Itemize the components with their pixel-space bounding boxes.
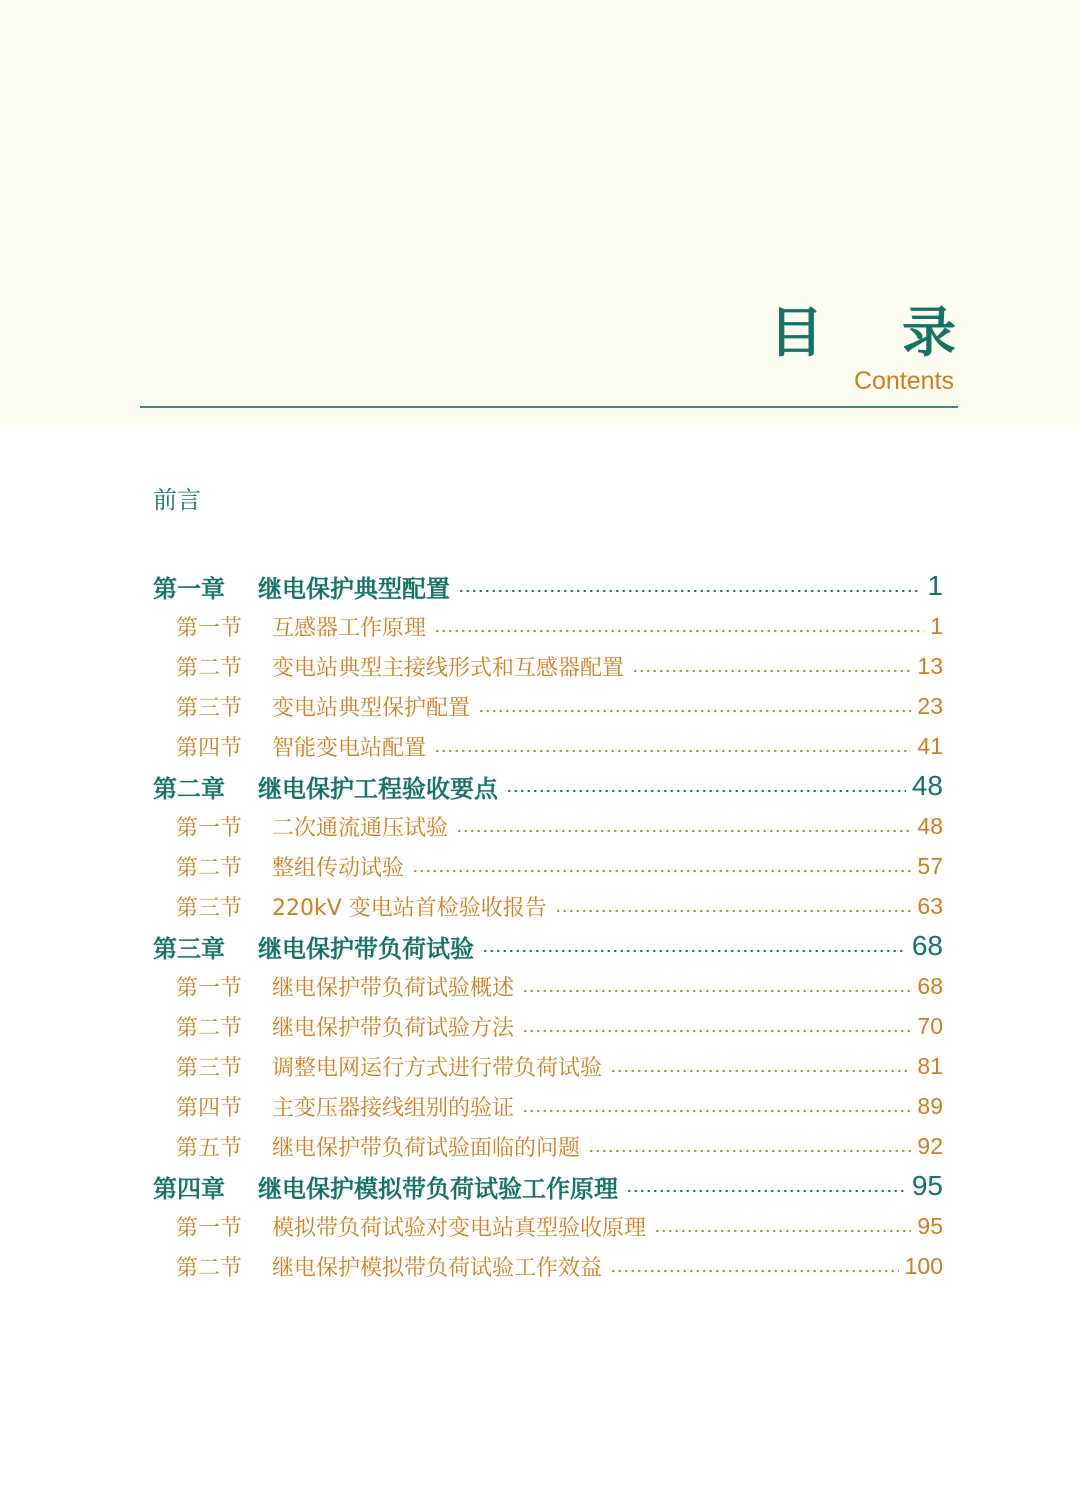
dot-leader <box>458 590 921 592</box>
toc-entry-number: 第三节 <box>176 695 243 721</box>
dot-leader <box>610 1070 911 1072</box>
toc-entry-title: 变电站典型保护配置 <box>272 695 471 721</box>
toc-entry-number: 第二节 <box>176 855 243 881</box>
toc-section-entry[interactable] <box>0 1126 943 1166</box>
toc-section-entry[interactable] <box>0 646 943 686</box>
toc-entry-page: 13 <box>917 652 943 679</box>
toc-entry-title: 整组传动试验 <box>272 855 405 881</box>
toc-section-entry[interactable] <box>0 1246 943 1286</box>
toc-entry-page: 92 <box>917 1132 943 1159</box>
title-divider <box>140 406 958 408</box>
toc-entry-number: 第三节 <box>176 1055 243 1081</box>
toc-section-entry[interactable] <box>0 726 943 766</box>
toc-entry-title: 继电保护典型配置 <box>258 574 450 603</box>
toc-entry-title: 变电站典型主接线形式和互感器配置 <box>272 655 625 681</box>
table-of-contents <box>0 566 1080 1286</box>
toc-entry-number: 第三节 <box>176 895 243 921</box>
toc-entry-title: 继电保护带负荷试验 <box>258 934 474 963</box>
dot-leader <box>522 1030 911 1032</box>
toc-entry-page: 81 <box>917 1052 943 1079</box>
toc-entry-title: 模拟带负荷试验对变电站真型验收原理 <box>272 1215 647 1241</box>
dot-leader <box>588 1150 911 1152</box>
dot-leader <box>610 1270 899 1272</box>
toc-entry-title: 继电保护模拟带负荷试验工作效益 <box>272 1255 603 1281</box>
toc-entry-number: 第四节 <box>176 1095 243 1121</box>
toc-section-entry[interactable] <box>0 686 943 726</box>
toc-entry-title: 智能变电站配置 <box>272 735 427 761</box>
toc-entry-title: 继电保护模拟带负荷试验工作原理 <box>258 1174 618 1203</box>
toc-entry-title: 继电保护带负荷试验面临的问题 <box>272 1135 581 1161</box>
toc-entry-title: 二次通流通压试验 <box>272 815 449 841</box>
toc-entry-number: 第一节 <box>176 815 243 841</box>
toc-section-entry[interactable] <box>0 1206 943 1246</box>
page-title: 目 录 <box>769 301 986 364</box>
toc-entry-page: 48 <box>911 770 943 801</box>
toc-entry-number: 第四章 <box>153 1174 225 1203</box>
toc-entry-number: 第一节 <box>176 975 243 1001</box>
toc-section-entry[interactable] <box>0 606 943 646</box>
dot-leader <box>522 990 911 992</box>
toc-entry-title: 继电保护工程验收要点 <box>258 774 498 803</box>
toc-section-entry[interactable] <box>0 886 943 926</box>
toc-entry-page: 23 <box>917 692 943 719</box>
toc-entry-title: 继电保护带负荷试验概述 <box>272 975 515 1001</box>
toc-entry-number: 第二节 <box>176 1015 243 1041</box>
toc-entry-number: 第三章 <box>153 934 225 963</box>
toc-entry-number: 第五节 <box>176 1135 243 1161</box>
dot-leader <box>555 910 912 912</box>
toc-entry-page: 68 <box>911 930 943 961</box>
toc-entry-page: 1 <box>930 612 943 639</box>
toc-entry-page: 48 <box>917 812 943 839</box>
toc-entry-page: 1 <box>927 570 943 601</box>
dot-leader <box>522 1110 911 1112</box>
toc-entry-page: 95 <box>911 1170 943 1201</box>
toc-entry-title: 220kV 变电站首检验收报告 <box>272 895 547 921</box>
dot-leader <box>482 950 906 952</box>
dot-leader <box>632 670 911 672</box>
toc-entry-number: 第一节 <box>176 615 243 641</box>
toc-entry-title: 互感器工作原理 <box>272 615 427 641</box>
dot-leader <box>412 870 911 872</box>
dot-leader <box>434 750 911 752</box>
toc-section-entry[interactable] <box>0 846 943 886</box>
toc-preface[interactable]: 前言 <box>153 486 201 514</box>
toc-entry-number: 第一节 <box>176 1215 243 1241</box>
toc-entry-page: 68 <box>917 972 943 999</box>
toc-entry-page: 70 <box>917 1012 943 1039</box>
page-subtitle: Contents <box>853 367 954 395</box>
toc-chapter-entry[interactable] <box>0 926 943 966</box>
toc-entry-page: 57 <box>917 852 943 879</box>
toc-chapter-entry[interactable] <box>0 1166 943 1206</box>
toc-section-entry[interactable] <box>0 806 943 846</box>
toc-entry-page: 95 <box>917 1212 943 1239</box>
toc-entry-page: 63 <box>917 892 943 919</box>
dot-leader <box>478 710 911 712</box>
toc-entry-number: 第二节 <box>176 1255 243 1281</box>
toc-entry-title: 继电保护带负荷试验方法 <box>272 1015 515 1041</box>
toc-entry-page: 41 <box>917 732 943 759</box>
toc-entry-page: 89 <box>917 1092 943 1119</box>
dot-leader <box>626 1190 906 1192</box>
dot-leader <box>506 790 906 792</box>
toc-entry-page: 100 <box>904 1252 943 1279</box>
toc-entry-number: 第四节 <box>176 735 243 761</box>
toc-chapter-entry[interactable] <box>0 766 943 806</box>
dot-leader <box>456 830 911 832</box>
toc-section-entry[interactable] <box>0 966 943 1006</box>
toc-entry-title: 调整电网运行方式进行带负荷试验 <box>272 1055 603 1081</box>
toc-entry-number: 第二节 <box>176 655 243 681</box>
toc-section-entry[interactable] <box>0 1006 943 1046</box>
toc-entry-title: 主变压器接线组别的验证 <box>272 1095 515 1121</box>
toc-entry-number: 第一章 <box>153 574 225 603</box>
toc-chapter-entry[interactable] <box>0 566 943 606</box>
dot-leader <box>654 1230 911 1232</box>
toc-section-entry[interactable] <box>0 1046 943 1086</box>
dot-leader <box>434 630 924 632</box>
toc-section-entry[interactable] <box>0 1086 943 1126</box>
toc-entry-number: 第二章 <box>153 774 225 803</box>
